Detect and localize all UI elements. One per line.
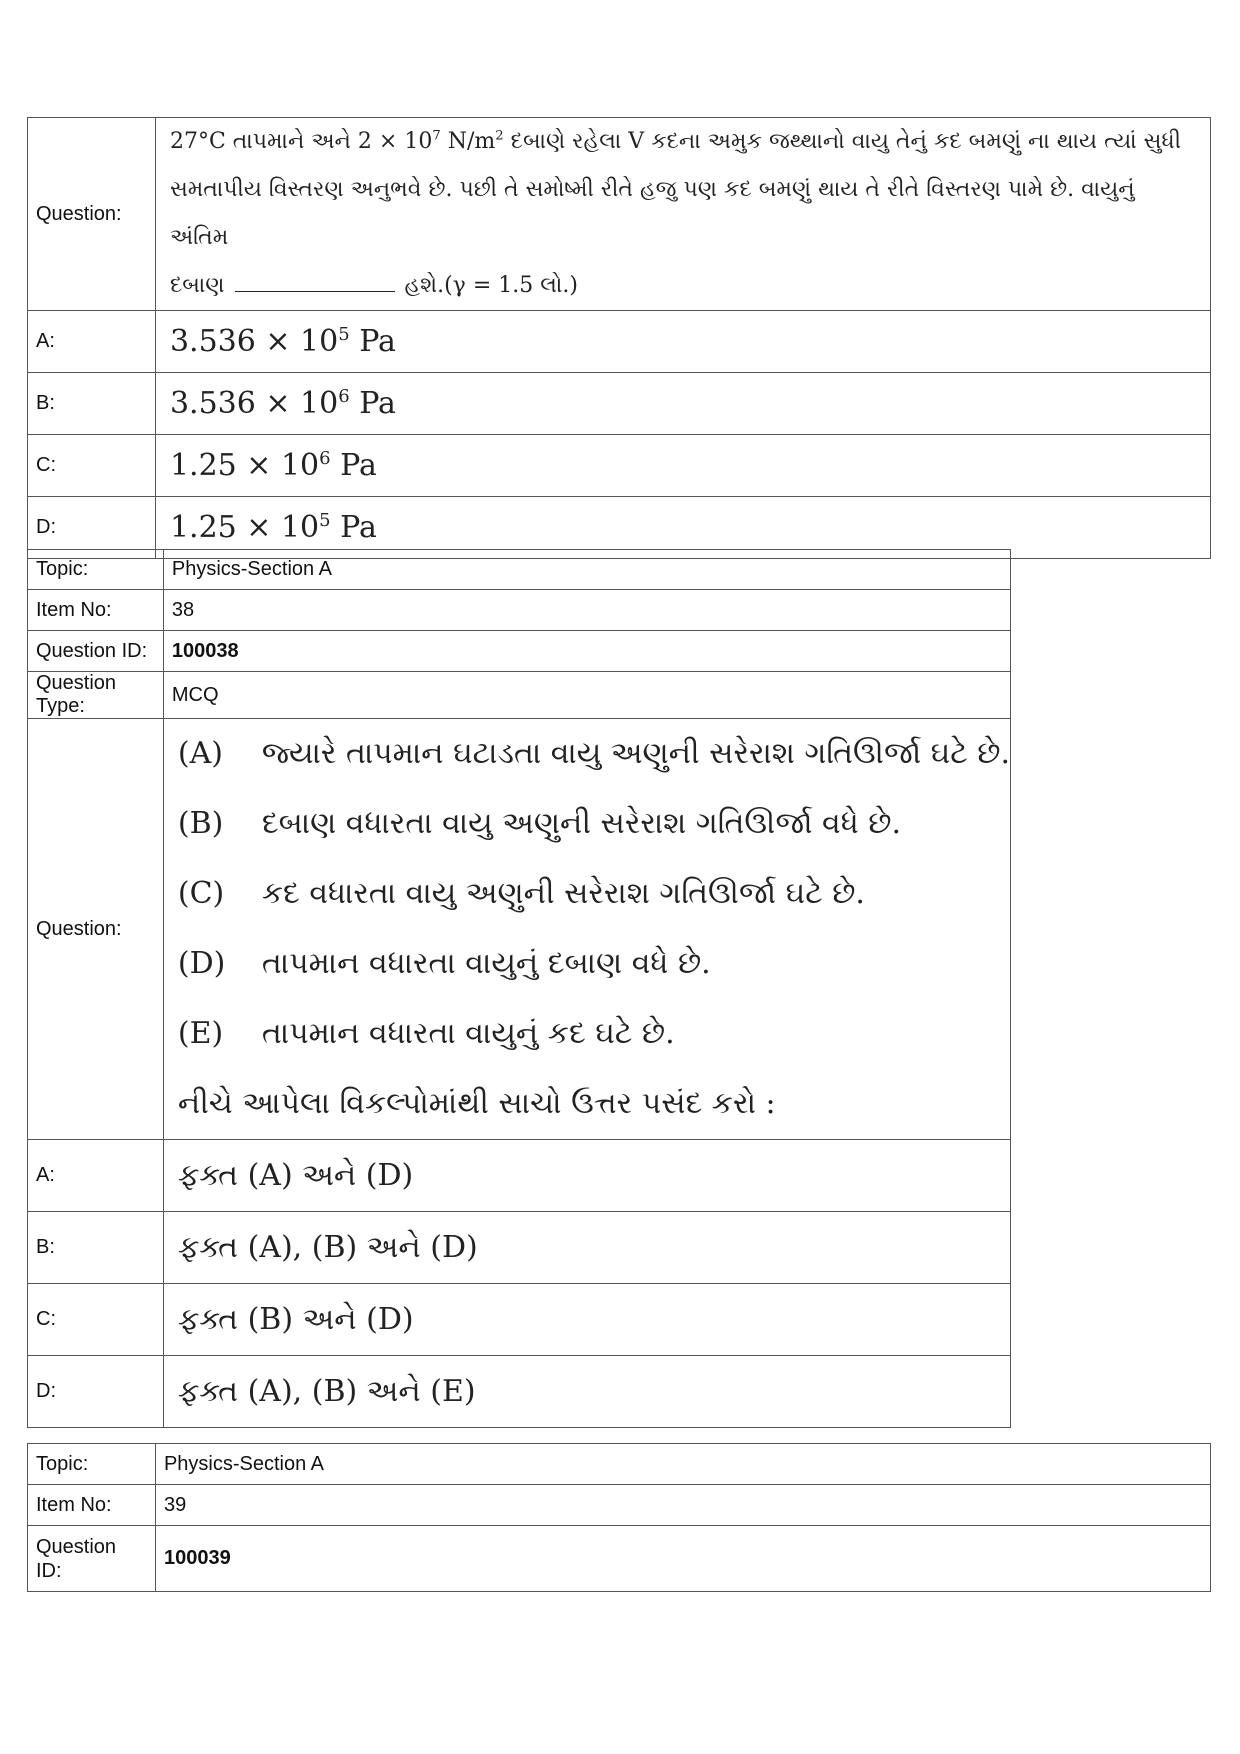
statement-a: (A) જ્યારે તાપમાન ઘટાડતા વાયુ અણુની સરેરાશ ગતિઊર્જા ઘટે છે. <box>177 736 1010 771</box>
option-b-label: B: <box>28 1212 164 1284</box>
question-block-2 <box>27 549 1011 1428</box>
option-a-value: $3.536 \times 10^5$ Pa <box>155 311 1210 373</box>
option-d-value: $1.25 \times 10^5$ Pa <box>155 497 1210 559</box>
question-label: Question: <box>28 118 156 311</box>
option-c-value: $1.25 \times 10^6$ Pa <box>155 435 1210 497</box>
item-no-value: 38 <box>163 590 1010 631</box>
option-d-value: ફક્ત (A), (B) અને (E) <box>163 1356 1010 1428</box>
option-a-label: A: <box>28 311 156 373</box>
option-d-label: D: <box>28 497 156 559</box>
question-statements <box>163 719 1010 1140</box>
question-block-3 <box>27 1443 1211 1592</box>
topic-value: Physics-Section A <box>155 1444 1210 1485</box>
option-b-label: B: <box>28 373 156 435</box>
option-a-value: ફક્ત (A) અને (D) <box>163 1140 1010 1212</box>
statement-d: (D) તાપમાન વધારતા વાયુનું દબાણ વધે છે. <box>177 946 711 981</box>
option-d-label: D: <box>28 1356 164 1428</box>
question-id-value: 100039 <box>155 1526 1210 1592</box>
topic-value: Physics-Section A <box>163 550 1010 590</box>
item-no-value: 39 <box>155 1485 1210 1526</box>
option-b-value: ફક્ત (A), (B) અને (D) <box>163 1212 1010 1284</box>
question-text <box>155 118 1210 311</box>
question-block-1 <box>27 117 1211 559</box>
statement-c: (C) કદ વધારતા વાયુ અણુની સરેરાશ ગતિઊર્જા ઘટે છે. <box>177 876 865 911</box>
option-c-label: C: <box>28 1284 164 1356</box>
item-no-label: Item No: <box>28 590 164 631</box>
statement-b: (B) દબાણ વધારતા વાયુ અણુની સરેરાશ ગતિઊર્જા વધે છે. <box>177 806 902 841</box>
question-line-2: સમતાપીય વિસ્તરણ અનુભવે છે. પછી તે સમોષ્મી રીતે હજુ પણ કદ બમણું થાય તે રીતે વિસ્તરણ પામે છે. વાયુનું અંતિમ <box>169 177 1135 250</box>
topic-label: Topic: <box>28 1444 156 1485</box>
answer-blank <box>235 273 395 292</box>
question-line-1: 27°C તાપમાને અને $2 \times 10^7$ $N/m^2$ દબાણે રહેલા V કદના અમુક જથ્થાનો વાયુ તેનું કદ બમણું ના થાય ત્યાં સુધી <box>169 128 1181 154</box>
instruction: નીચે આપેલા વિકલ્પોમાંથી સાચો ઉત્તર પસંદ કરો : <box>177 1086 776 1121</box>
question-id-label: Question ID: <box>28 1526 156 1592</box>
question-type-label: Question Type: <box>28 672 164 719</box>
statement-e: (E) તાપમાન વધારતા વાયુનું કદ ઘટે છે. <box>177 1016 675 1051</box>
question-id-label: Question ID: <box>28 631 164 672</box>
item-no-label: Item No: <box>28 1485 156 1526</box>
option-b-value: $3.536 \times 10^6$ Pa <box>155 373 1210 435</box>
option-a-label: A: <box>28 1140 164 1212</box>
question-line-3: દબાણ હશે.(γ = 1.5 લો.) <box>169 273 578 298</box>
topic-label: Topic: <box>28 550 164 590</box>
option-c-value: ફક્ત (B) અને (D) <box>163 1284 1010 1356</box>
question-label: Question: <box>28 719 164 1140</box>
question-id-value: 100038 <box>163 631 1010 672</box>
question-type-value: MCQ <box>163 672 1010 719</box>
option-c-label: C: <box>28 435 156 497</box>
